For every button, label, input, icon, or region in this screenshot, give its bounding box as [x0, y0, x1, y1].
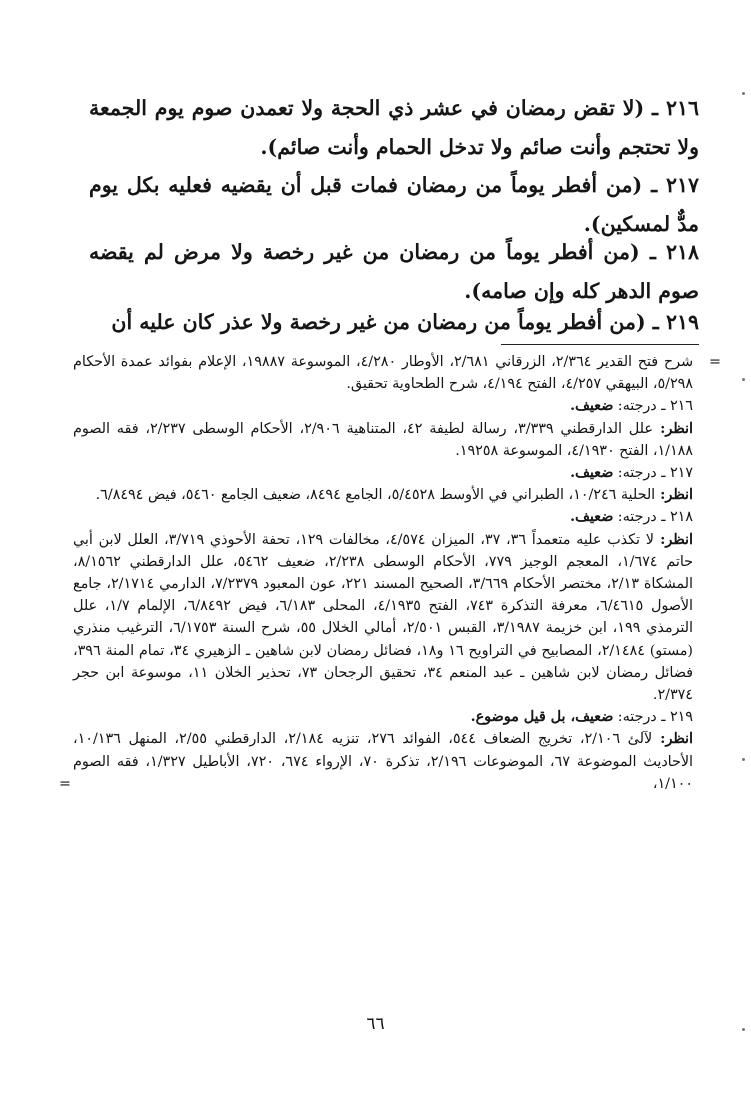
hadith-number: ٢١٧ — [665, 172, 699, 197]
footnote-219 — [59, 706, 694, 795]
footnote-218 — [73, 506, 693, 706]
footnote-216 — [73, 395, 693, 462]
hadith-number: ٢١٨ — [665, 239, 700, 264]
degree-label: درجته: — [613, 465, 657, 482]
page-edge-mark — [742, 378, 745, 381]
hadith-216 — [89, 89, 699, 167]
hadith-text: (من أفطر يوماً من رمضان من غير رخصة ولا عذر كان عليه أن — [111, 309, 646, 334]
degree-label: درجته: — [613, 509, 657, 526]
continuation-mark: = — [709, 354, 721, 370]
footnote-sources — [73, 529, 693, 707]
footnote-heading — [73, 395, 693, 417]
footnote-continuation — [73, 351, 721, 395]
footnote-separator — [501, 344, 699, 345]
see-label: انظر: — [652, 420, 693, 437]
sources-text: لآلئ ٢/١٠٦، تخريج الضعاف ٥٤٤، الفوائد ٢٧٦، تنزيه ٢/١٨٤، الدارقطني ٢/٥٥، المنهل ١٠/١٣٦، الأحاديث الموضوعة ٦٧، الموضوعات ٢/١٩٦، تذكرة ٧٠، الإرواء ٦٧٤، ٧٢٠، الأباطيل ١/٣٢٧، فقه الصوم ١/١٠٠، — [73, 731, 694, 792]
hadith-number: ٢١٦ — [665, 95, 700, 120]
page-number: ٦٦ — [366, 1014, 385, 1034]
hadith-separator: ـ — [642, 172, 666, 197]
see-label: انظر: — [652, 731, 694, 748]
footnote-heading — [73, 506, 693, 528]
page-edge-mark — [742, 1028, 745, 1031]
degree-value: ضعيف. — [570, 398, 614, 415]
sources-text: لا تكذب عليه متعمداً ٣٦، ٣٧، الميزان ٤/٥٧٤، مخالفات ١٢٩، تحفة الأحوذي ٣/٧١٩، العلل لابن أبي حاتم ١/٦٧٤، المعجم الوجيز ٧٧٩، الأحكام الوسطى ٢/٢٣٨، ضعيف ٥٤٦٢، علل الدارقطني ٨/١٥٦٢، المشكاة ٢/١٣، مختصر الأحكام ٣/٦٦٩، الصحيح المسند ٢٢١، عون المعبود ٧/٢٣٧٩، الدارمي ٢/١٧١٤، جامع الأصول ٦/٤٦١٥، معرفة التذكرة ٧٤٣، الفتح ٤/١٩٣٥، المحلى ٦/١٨٣، فيض ٦/٨٤٩٢، الإلمام ١/٧، علل الترمذي ١٩٩، ابن خزيمة ٣/١٩٨٧، القبس ٢/٥٠١، أمالي الخلال ٥٥، شرح السنة ٦/١٧٥٣، الترغيب منذري (مستو) ٢/١٤٨٤، المصابيح في التراويح ١٦ و١٨، فضائل رمضان لابن شاهين ـ الزهيري ٣٤، تمام المنة ٣٩٦، فضائل رمضان لابن شاهين ـ عبد المنعم ٣٤، تحقيق الرجحان ٧٣، تحذير الخلان ١١، موسوعة ابن حجر ٢/٣٧٤. — [73, 531, 694, 704]
degree-label: درجته: — [613, 709, 657, 726]
sources-text: الحلية ١٠/٢٤٦، الطبراني في الأوسط ٥/٤٥٢٨، الجامع ٨٤٩٤، ضعيف الجامع ٥٤٦٠، فيض ٦/٨٤٩٤. — [95, 487, 656, 504]
hadith-separator: ـ — [639, 239, 666, 264]
hadith-separator: ـ — [645, 309, 666, 334]
footnote-sources — [59, 728, 694, 795]
footnote-217 — [73, 462, 693, 506]
hadith-text: (من أفطر يوماً من رمضان فمات قبل أن يقضيه فعليه بكل يوم مدٌّ لمسكين). — [89, 172, 699, 236]
hadith-219 — [89, 303, 699, 339]
footnote-number: ٢١٦ ـ — [656, 398, 693, 415]
hadith-text: (من أفطر يوماً من رمضان من غير رخصة ولا مرض لم يقضه صوم الدهر كله وإن صامه). — [89, 239, 699, 303]
continued-mark: = — [59, 775, 71, 792]
degree-value: ضعيف، بل قيل موضوع. — [470, 709, 614, 726]
hadith-separator: ـ — [644, 95, 666, 120]
degree-value: ضعيف. — [570, 509, 614, 526]
see-label: انظر: — [653, 531, 693, 548]
footnote-heading — [73, 462, 693, 484]
footnote-sources — [73, 484, 693, 506]
sources-text: علل الدارقطني ٣/٣٣٩، رسالة لطيفة ٤٢، المتناهية ٢/٩٠٦، الأحكام الوسطى ٢/٢٣٧، فقه الصوم ١/١٨٨، الفتح ٤/١٩٣٠، الموسوعة ١٩٢٥٨. — [73, 420, 693, 459]
footnote-heading — [73, 706, 693, 728]
footnotes — [59, 351, 721, 795]
degree-value: ضعيف. — [570, 465, 614, 482]
hadith-text: (لا تقض رمضان في عشر ذي الحجة ولا تعمدن صوم يوم الجمعة ولا تحتجم وأنت صائم ولا تدخل الحمام وأنت صائم). — [89, 95, 699, 159]
see-label: انظر: — [655, 487, 693, 504]
hadith-218 — [89, 233, 699, 311]
continuation-text: شرح فتح القدير ٢/٣٦٤، الزرقاني ٢/٦٨١، الأوطار ٤/٢٨٠، الموسوعة ١٩٨٨٧، الإعلام بفوائد عمدة الأحكام ٥/٢٩٨، البيهقي ٤/٢٥٧، الفتح ٤/١٩٤، شرح الطحاوية تحقيق. — [73, 354, 693, 393]
footnote-number: ٢١٩ ـ — [656, 709, 693, 726]
footnote-number: ٢١٨ ـ — [656, 509, 693, 526]
page-edge-mark — [742, 92, 745, 95]
footnote-number: ٢١٧ ـ — [656, 465, 693, 482]
footnote-sources — [73, 418, 693, 462]
hadith-number: ٢١٩ — [665, 309, 699, 334]
degree-label: درجته: — [613, 398, 657, 415]
page-edge-mark — [742, 758, 745, 761]
